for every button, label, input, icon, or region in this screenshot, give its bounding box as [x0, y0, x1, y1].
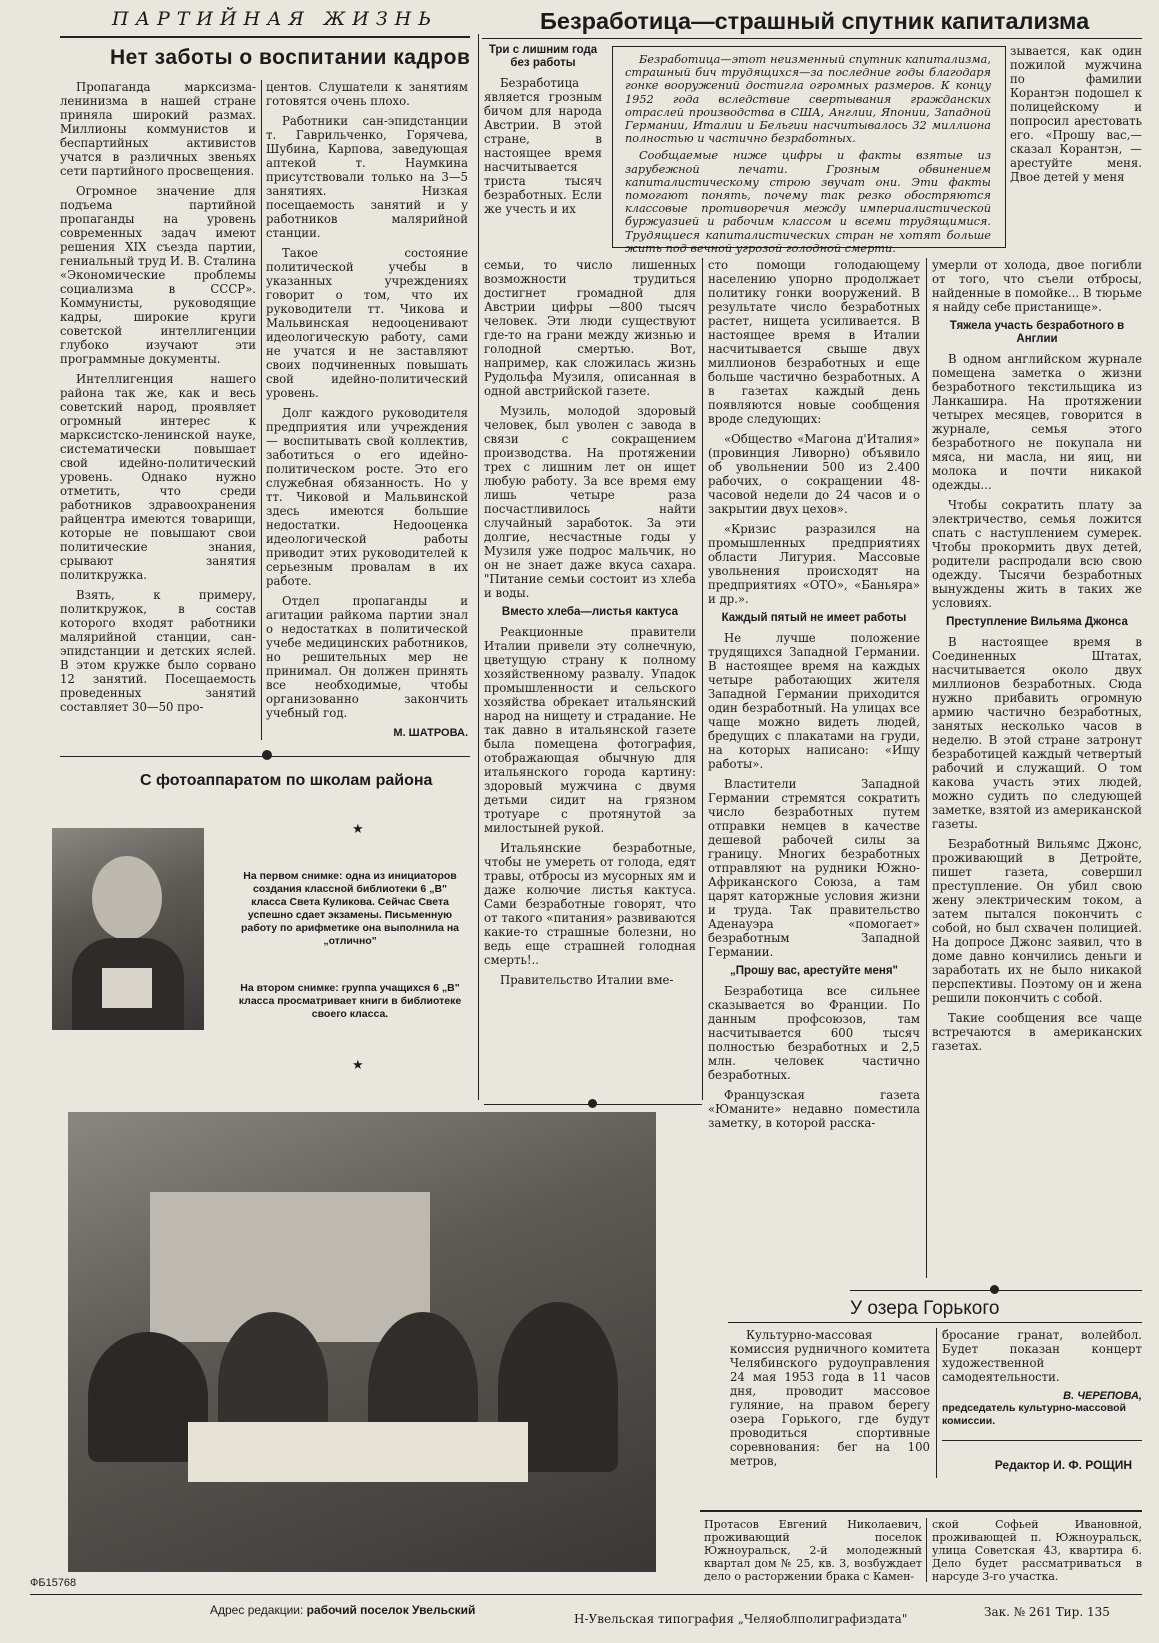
- left-article-col1: [60, 80, 256, 720]
- group-photo: [68, 1112, 656, 1572]
- paragraph: «Общество «Магона д'Италия» (провинция Ливорно) объявило об увольнении 500 из 2.400 рабочих, о сокращении 48-часовой недели до 24 часов и о закрытии двух цехов».: [708, 432, 920, 516]
- colB: [708, 258, 920, 1136]
- photo-caption-2: На втором снимке: группа учащихся 6 „В" класса просматривает книги в библиотеке своего класса.: [238, 982, 462, 1020]
- paragraph: Интеллигенция нашего района так же, как и весь советский народ, проявляет огромный интерес к марксистско-ленинской науке, систематически повышает свой идейно-политический уровень. Однако нужно отметить, что среди работников здравоохранения райцентра имеются товарищи, которые не повышают свои политические знания, срывают занятия политкружка.: [60, 372, 256, 582]
- column-rule: [702, 258, 703, 1100]
- footer-printer: Н-Увельская типография „Челяоблполиграфиздата": [574, 1612, 908, 1626]
- paragraph: Огромное значение для подъема партийной пропаганды на уровень современных задач имеют решения XIX съезда партии, гениальный труд И. В. Сталина «Экономические проблемы социализма в СССР». Коммунисты, руководящие кадры, широкие круги советской интеллигенции глубоко изучают эти программные документы.: [60, 184, 256, 366]
- paragraph: Правительство Италии вме-: [500, 973, 674, 987]
- editor-line: Редактор И. Ф. РОЩИН: [994, 1458, 1132, 1472]
- paragraph: Сообщаемые ниже цифры и факты взятые из зарубежной печати. Грозным обвинением капиталистическому строю звучат они. Эти факты помогают понять, почему так резко обостряются классовые противоречия между империалистической буржуазией и рабочим классом и всеми трудящимися. Трудящиеся капиталистических стран не хотят больше жить под вечной угрозой голодной смерти.: [625, 149, 991, 255]
- divider-ornament-icon: [262, 750, 272, 760]
- header-rule: [728, 1322, 1142, 1323]
- paragraph: умерли от холода, двое погибли от того, что съели отбросы, найденные в помойке... В тюрьме я найду себе пристанище».: [932, 258, 1142, 314]
- subheading: Вместо хлеба—листья кактуса: [501, 606, 679, 618]
- divider-ornament-icon: [588, 1099, 597, 1108]
- paragraph: Безработица является грозным бичом для народа Австрии. В этой стране, в настоящее время насчитывается триста тысяч безработных. Если же учесть и их: [484, 76, 602, 216]
- portrait-photo: [52, 828, 204, 1030]
- paragraph: Культурно-массовая комиссия рудничного комитета Челябинского рудоуправления 24 мая 1953 года в 11 часов дня, проводит массовое гуляние, на правом берегу озера Горького, где будут проводиться спортивные соревнования: бег на 100 метров,: [730, 1328, 930, 1468]
- paragraph: «Кризис разразился на промышленных предприятиях области Лигурия. Массовые увольнения происходят на предприятиях «ОТО», «Баньяра» и др.».: [708, 522, 920, 606]
- colC: [932, 258, 1142, 1059]
- colC-top: [1010, 44, 1142, 190]
- lake-article-title: У озера Горького: [850, 1298, 1000, 1319]
- column-rule: [926, 1518, 927, 1582]
- intro-box: [612, 46, 1006, 255]
- notice-col1: Протасов Евгений Николаевич, проживающий поселок Южноуральск, 2-й молодежный квартал дом № 25, кв. 3, возбуждает дело о расторжении брака с Камен-: [704, 1518, 922, 1583]
- paragraph: Пропаганда марксизма-ленинизма в нашей стране приняла широкий размах. Миллионы коммунистов и беспартийных активистов учатся в различных звеньях сети партийного просвещения.: [60, 80, 256, 178]
- subheading: Каждый пятый не имеет работы: [721, 612, 907, 624]
- left-article-signature: М. ШАТРОВА.: [393, 727, 468, 739]
- photo-mark: ФБ15768: [30, 1577, 77, 1589]
- photo-caption-1: На первом снимке: одна из инициаторов создания классной библиотеки 6 „В" класса Света Куликова. Сейчас Света успешно сдает экзамены. Письменную работу по арифметике она выполнила на „отлично": [240, 870, 460, 947]
- section-header: ПАРТИЙНАЯ ЖИЗНЬ: [112, 8, 439, 30]
- paragraph: сто помощи голодающему населению упорно продолжает политику гонки вооружений. В результате число безработных растет, нищета усиливается. В настоящее время в Италии насчитывается свыше двух миллионов безработных и еще больше частично безработных. А в газетах каждый день появляются новые сообщения вроде следующих:: [708, 258, 920, 426]
- paragraph: Такое состояние политической учебы в указанных учреждениях говорит о том, что их руководители тт. Чикова и Мальвинская недооценивают идеологическую работу, сами не учатся и не заставляют своих подчиненных повышать свой идейно-политический уровень.: [266, 246, 468, 400]
- subheading: „Прошу вас, арестуйте меня": [729, 965, 899, 977]
- photo-section-title: С фотоаппаратом по школам района: [140, 772, 433, 789]
- address-value: рабочий поселок Увельский: [306, 1603, 476, 1617]
- notice-rule: [700, 1510, 1142, 1512]
- paragraph: Отдел пропаганды и агитации райкома партии знал о недостатках в политической учебе медицинских работников, но решительных мер не принимал. Он должен принять все необходимые, чтобы организованно закончить учебный год.: [266, 594, 468, 720]
- paragraph: семьи, то число лишенных возможности трудиться достигнет громадной для Австрии цифры —800 тысяч человек. Эти люди существуют где-то на грани между жизнью и голодной смертью. Вот, например, как сложилась жизнь Рудольфа Музиля, описанная в одной австрийской газете.: [484, 258, 696, 398]
- lake-article-signature: В. ЧЕРЕПОВА,: [1063, 1390, 1142, 1402]
- paragraph: Работники сан-эпидстанции т. Гаврильченко, Горячева, Шубина, Карпова, заведующая аптекой т. Наумкина присутствовали только на 3—5 занятиях. Низкая посещаемость занятий и у работников малярийной станции.: [266, 114, 468, 240]
- section-divider: [942, 1440, 1142, 1441]
- subheading: Преступление Вильяма Джонса: [946, 616, 1128, 628]
- left-article-title: Нет заботы о воспитании кадров: [110, 46, 471, 69]
- paragraph: центов. Слушатели к занятиям готовятся очень плохо.: [266, 80, 468, 108]
- lake-article-signature-role: председатель культурно-массовой комиссии.: [942, 1402, 1127, 1427]
- paragraph: В одном английском журнале помещена заметка о жизни безработного текстильщика из Ланкашира. На протяжении четырех месяцев, говорится в журнале, семья этого безработного не покупала ни мяса, ни масла, ни яиц, ни молока и почти никакой одежды...: [932, 352, 1142, 492]
- paragraph: Такие сообщения все чаще встречаются в американских газетах.: [932, 1011, 1142, 1053]
- header-rule: [482, 38, 1142, 39]
- lake-article-col1: [730, 1328, 930, 1474]
- column-rule: [261, 80, 262, 740]
- paragraph: В настоящее время в Соединенных Штатах, насчитывается около двух миллионов безработных. Сюда нужно прибавить огромную армию частично безработных, занятых несколько часов в неделю. В этой стране затронут безработицей каждый четвертый рабочий и служащий. О том какова участь этих людей, можно судить по следующей заметке, взятой из американской газеты.: [932, 635, 1142, 831]
- open-books: [188, 1422, 528, 1482]
- main-article-title: Безработица—страшный спутник капитализма: [540, 8, 1090, 34]
- star-icon: ★: [352, 1058, 364, 1073]
- page-column-rule: [478, 34, 479, 1100]
- footer-address: [210, 1603, 475, 1617]
- paragraph: Безработный Вильямс Джонс, проживающий в Детройте, пишет газета, совершил преступление. Он убил свою жену электрическим током, а затем пытался покончить с собой, но был схвачен полицией. На допросе Джонс заявил, что в доме давно кончились деньги и заработать их не было никакой перспективы. Поэтому он и жена решили покончить с собой.: [932, 837, 1142, 1005]
- star-icon: ★: [352, 822, 364, 837]
- paragraph: Чтобы сократить плату за электричество, семья ложится спать с наступлением сумерек. Чтобы прокормить двух детей, родители распродали всю свою одежду. Тысячи безработных вынуждены жить в таких же условиях.: [932, 498, 1142, 610]
- column-rule: [936, 1328, 937, 1478]
- column-rule: [926, 258, 927, 1278]
- divider-ornament-icon: [990, 1285, 999, 1294]
- paragraph: Властители Западной Германии стремятся сократить число безработных путем отправки немцев в качестве дешевой рабочей силы за границу. Многих безработных отправляют на рудники Южно-Африканского Союза, а там царят каторжные условия жизни и труда. Так правительство Аденауэра «помогает» безработным Западной Германии.: [708, 777, 920, 959]
- colA: [484, 258, 696, 993]
- paragraph: Взять, к примеру, политкружок, в состав которого входят работники малярийной станции, сан-эпидстанции и детских яслей. В этом кружке было сорвано 12 занятий. Посещаемость проведенных занятий составляет 30—50 про-: [60, 588, 256, 714]
- footer-rule: [30, 1594, 1142, 1595]
- address-label: Адрес редакции:: [210, 1603, 304, 1617]
- paragraph: зывается, как один пожилой мужчина по фамилии Корантэн подошел к полицейскому и попросил арестовать его. «Прошу вас,— сказал Корантэн, — арестуйте меня. Двое детей у меня: [1010, 44, 1142, 184]
- paragraph: бросание гранат, волейбол. Будет показан концерт художественной самодеятельности.: [942, 1328, 1142, 1384]
- portrait-book: [102, 968, 152, 1008]
- paragraph: Французская газета «Юманите» недавно поместила заметку, в которой расска-: [708, 1088, 920, 1130]
- intro-text: [625, 53, 991, 259]
- left-article-col2: [266, 80, 468, 740]
- paragraph: Итальянские безработные, чтобы не умереть от голода, едят травы, отбросы из мусорных ям и даже колючие листья кактуса. Сами безработные говорят, что от такого «питания» развиваются какие-то страшные болезни, но ведь еще страшней голодная смерть!..: [484, 841, 696, 967]
- paragraph: Безработица все сильнее сказывается во Франции. По данным профсоюзов, там насчитывается 600 тысяч полностью безработных и 2,5 млн. человек частично безработных.: [708, 984, 920, 1082]
- lake-article-col2: [942, 1328, 1142, 1428]
- paragraph: Музиль, молодой здоровый человек, был уволен с завода в связи с сокращением производства. На протяжении трех с лишним лет он ищет любую работу. За все время ему лишь четыре раза посчастливилось найти случайный заработок. За эти долгие, несчастные годы у Музиля уже подрос мальчик, но он не знает даже вкуса сахара. "Питание семьи состоит из хлеба и воды.: [484, 404, 696, 600]
- notice-col2: ской Софьей Ивановной, проживающей п. Южноуральск, улица Советская 43, квартира 6. Дело будет рассматриваться в нарсуде 3-го участка.: [932, 1518, 1142, 1583]
- header-rule: [60, 36, 470, 38]
- paragraph: Безработица—этот неизменный спутник капитализма, страшный бич трудящихся—за последние годы благодаря гонке вооружений достигла огромных размеров. К концу 1952 года вследствие свертывания гражданских отраслей производства в США, Англии, Японии, Западной Германии, Италии и Бельгии насчитывалось 32 миллиона полностью и частично безработных.: [625, 53, 991, 146]
- footer-order: Зак. № 261 Тир. 135: [984, 1605, 1110, 1619]
- paragraph: Не лучше положение трудящихся Западной Германии. В настоящее время на каждых четыре работающих жителя Западной Германии приходится один безработный. На улицах все чаще можно видеть людей, бредущих с плакатами на груди, на которых написано: «Ищу работы».: [708, 631, 920, 771]
- portrait-face: [92, 856, 162, 940]
- subheading: Тяжела участь безработного в Англии: [949, 320, 1125, 345]
- paragraph: Реакционные правители Италии привели эту солнечную, цветущую страну к полному хозяйственному развалу. Упадок промышленности и сельского хозяйства обрекает итальянский народ на нищету и страдание. Не так давно в итальянской газете была помещена фотография, отображающая обычную для итальянского города картину: здоровый мужчина с двумя детьми сидит на грязном тротуаре с протянутой за милостыней рукой.: [484, 625, 696, 835]
- colA-top: [484, 44, 602, 222]
- paragraph: Долг каждого руководителя предприятия или учреждения — воспитывать свой коллектив, заботиться о его идейно-политическом росте. Это его служебная обязанность. Но у тт. Чиковой и Мальвинской здесь имеются большие недостатки. Недооценка идеологической работы приводит этих руководителей к серьезным провалам в их работе.: [266, 406, 468, 588]
- subheading: Три с лишним года без работы: [488, 44, 598, 69]
